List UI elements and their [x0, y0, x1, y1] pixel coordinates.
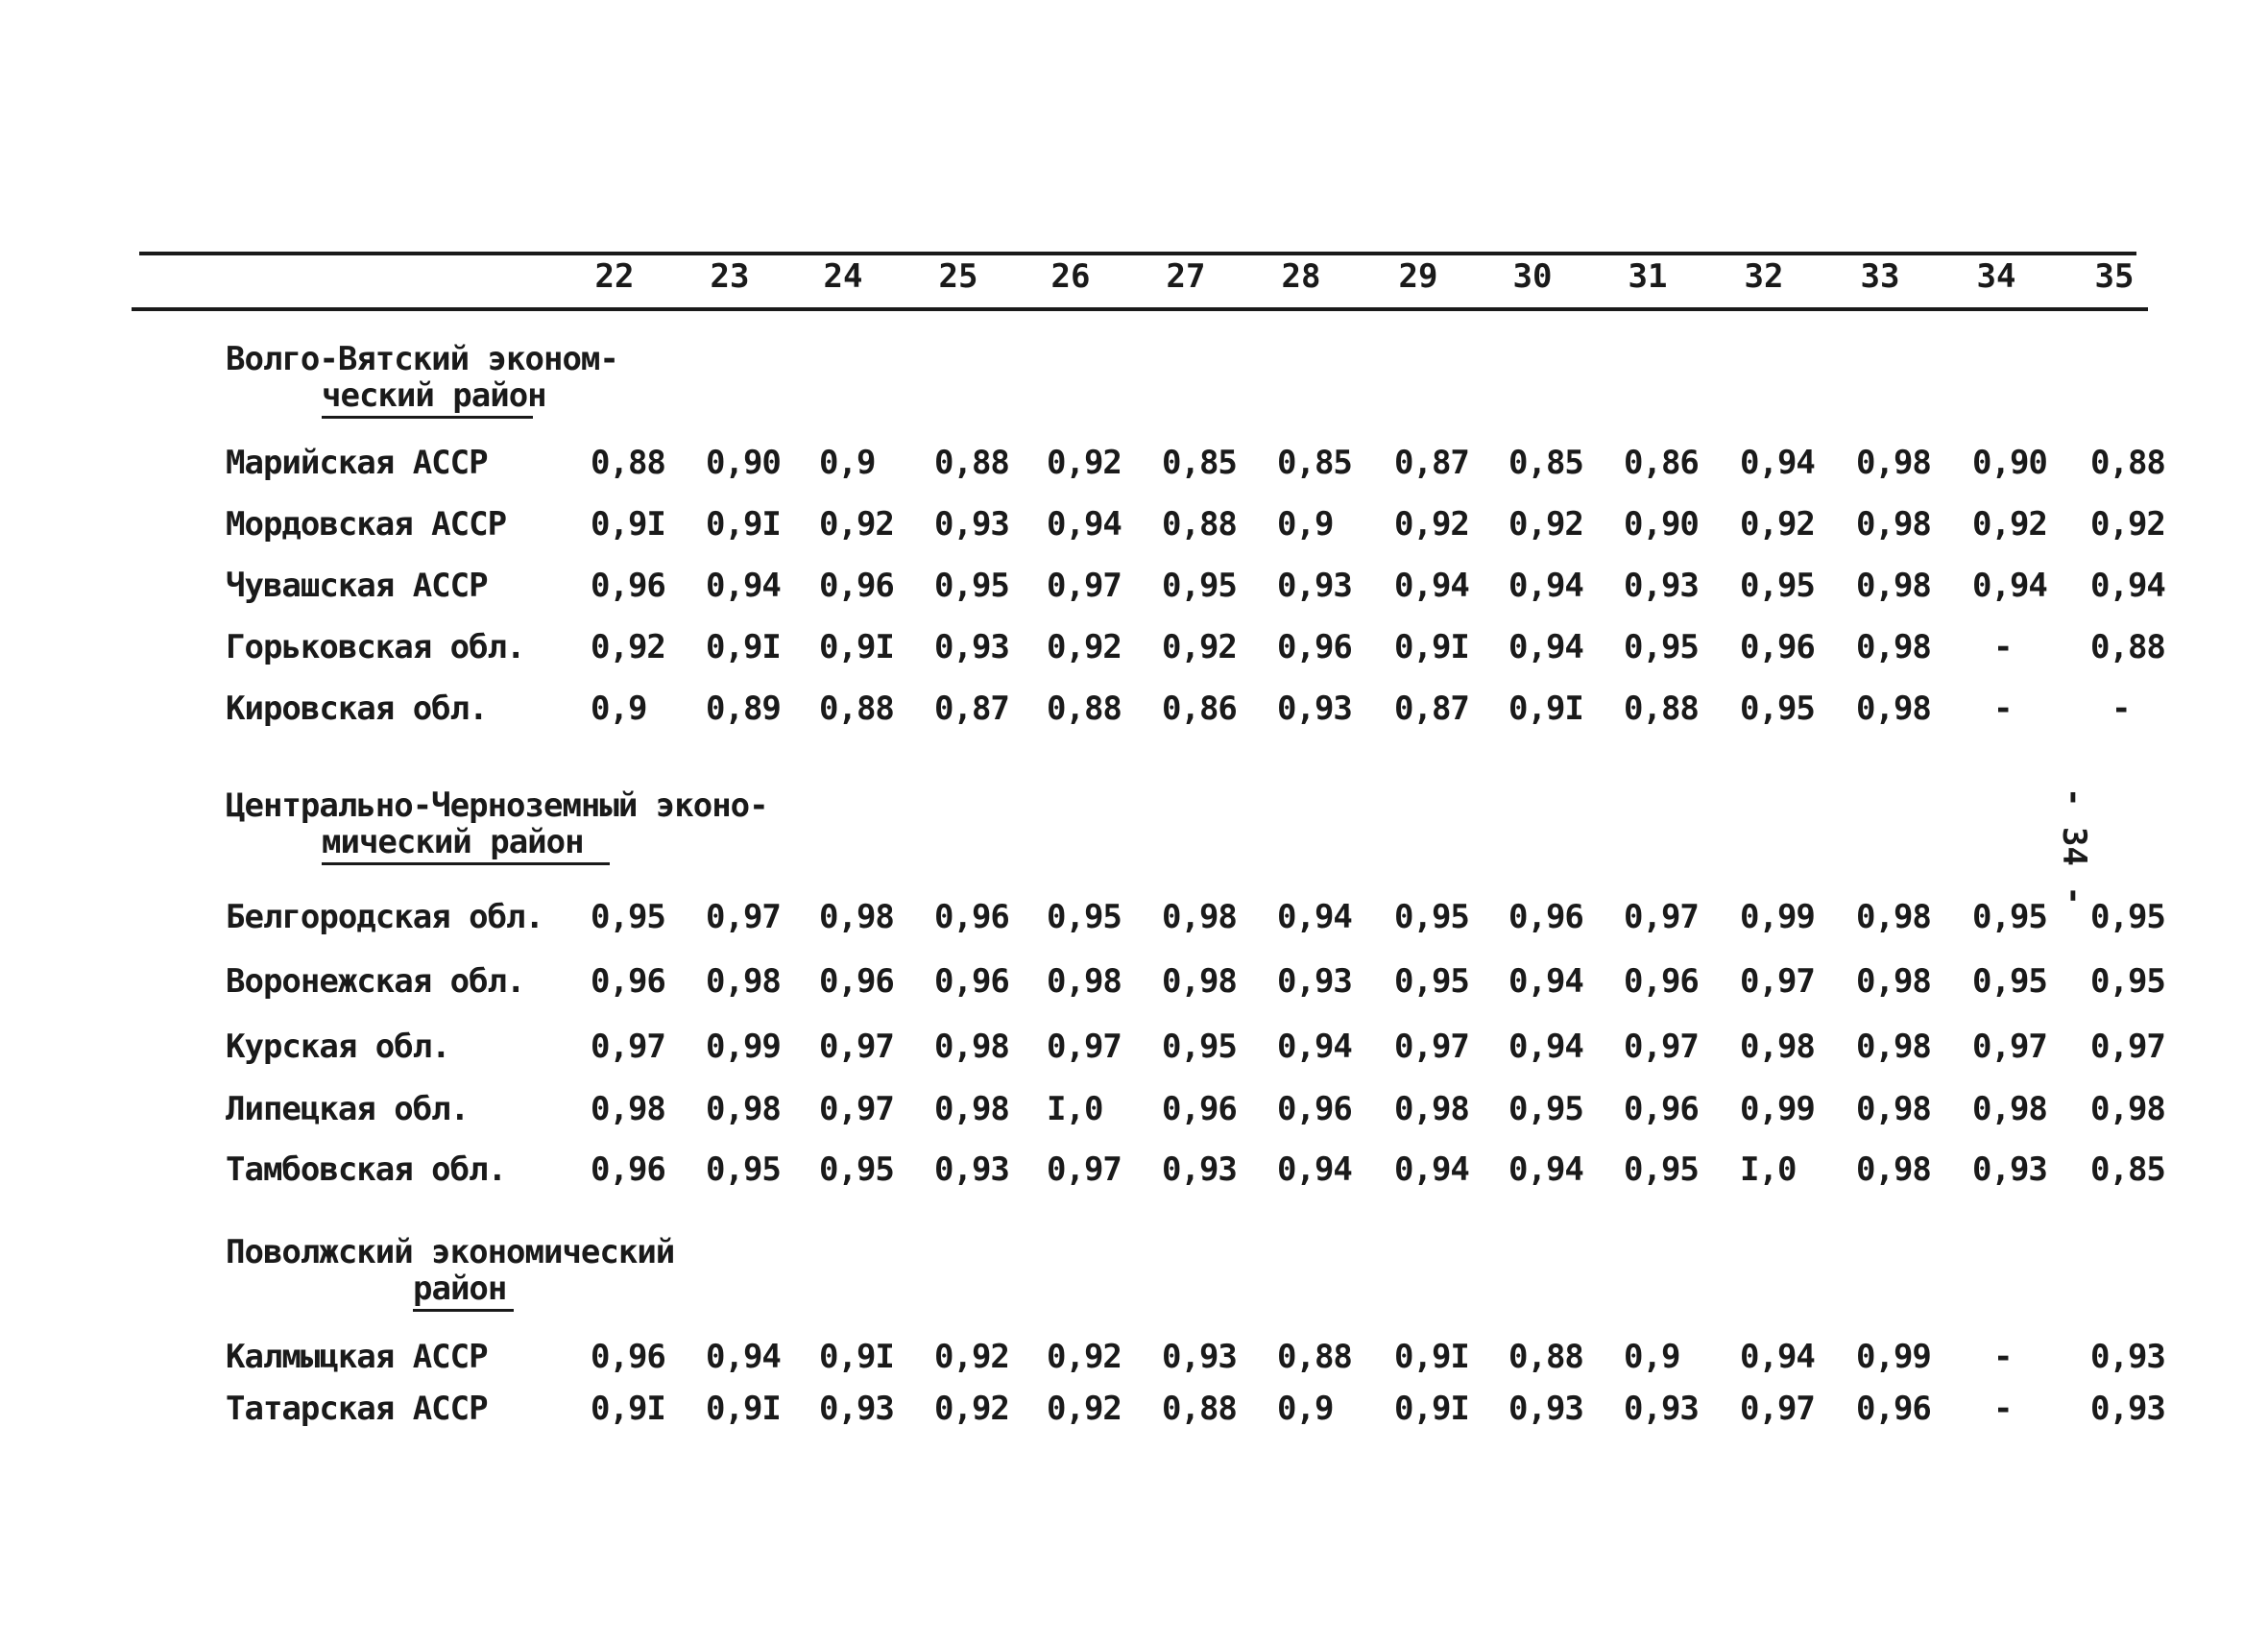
table-cell: 0,92: [934, 1338, 1009, 1376]
table-cell: 0,99: [1856, 1338, 1931, 1376]
table-cell: -: [1993, 1338, 2013, 1376]
table-cell: 0,90: [706, 444, 781, 482]
table-cell: 0,95: [591, 898, 665, 936]
table-cell: 0,96: [1624, 962, 1699, 1001]
table-cell: 0,93: [819, 1390, 894, 1428]
table-cell: 0,93: [1624, 1390, 1699, 1428]
table-cell: 0,97: [819, 1090, 894, 1128]
table-cell: 0,88: [2090, 444, 2165, 482]
section-title: [226, 1234, 674, 1307]
table-cell: 0,9I: [706, 1390, 781, 1428]
column-header: 23: [710, 257, 750, 296]
table-cell: 0,95: [1972, 898, 2047, 936]
table-cell: 0,93: [1162, 1338, 1237, 1376]
table-cell: 0,93: [1972, 1150, 2047, 1189]
table-cell: 0,88: [591, 444, 665, 482]
table-cell: 0,88: [934, 444, 1009, 482]
table-cell: 0,92: [1047, 628, 1122, 666]
table-cell: 0,95: [1508, 1090, 1583, 1128]
table-cell: 0,95: [1162, 1028, 1237, 1066]
table-cell: 0,97: [1624, 1028, 1699, 1066]
table-cell: 0,92: [1047, 1338, 1122, 1376]
table-cell: 0,98: [2090, 1090, 2165, 1128]
table-cell: 0,96: [819, 962, 894, 1001]
table-cell: 0,98: [1162, 898, 1237, 936]
column-header: 27: [1166, 257, 1206, 296]
table-cell: 0,94: [1972, 567, 2047, 605]
table-cell: 0,97: [819, 1028, 894, 1066]
table-cell: 0,98: [1394, 1090, 1469, 1128]
table-cell: 0,97: [2090, 1028, 2165, 1066]
table-cell: 0,96: [1624, 1090, 1699, 1128]
table-cell: 0,98: [934, 1090, 1009, 1128]
column-header: 28: [1281, 257, 1321, 296]
table-cell: 0,88: [1508, 1338, 1583, 1376]
table-cell: 0,92: [1047, 1390, 1122, 1428]
table-cell: 0,92: [1508, 505, 1583, 544]
table-cell: 0,88: [1162, 505, 1237, 544]
table-cell: 0,98: [706, 962, 781, 1001]
table-cell: 0,95: [934, 567, 1009, 605]
table-cell: 0,94: [1508, 1028, 1583, 1066]
header-bottom-rule: [132, 307, 2148, 311]
column-header: 30: [1512, 257, 1553, 296]
table-cell: 0,98: [1162, 962, 1237, 1001]
table-cell: 0,95: [706, 1150, 781, 1189]
table-cell: 0,93: [2090, 1338, 2165, 1376]
table-cell: -: [1993, 628, 2013, 666]
table-cell: 0,94: [1740, 444, 1815, 482]
table-cell: 0,97: [706, 898, 781, 936]
column-header: 26: [1050, 257, 1091, 296]
table-cell: 0,9I: [819, 628, 894, 666]
page-number: - 34 -: [2055, 787, 2093, 906]
table-cell: 0,95: [819, 1150, 894, 1189]
table-cell: 0,93: [1162, 1150, 1237, 1189]
table-cell: 0,90: [1624, 505, 1699, 544]
table-cell: 0,98: [1047, 962, 1122, 1001]
table-cell: 0,94: [1277, 1028, 1352, 1066]
table-cell: 0,98: [1740, 1028, 1815, 1066]
table-cell: 0,9: [1277, 1390, 1334, 1428]
section-title-underline: [413, 1309, 514, 1312]
table-cell: 0,95: [1394, 962, 1469, 1001]
table-cell: 0,9I: [706, 628, 781, 666]
row-label: Липецкая обл.: [226, 1090, 470, 1128]
table-cell: 0,98: [1856, 689, 1931, 728]
table-cell: 0,94: [1740, 1338, 1815, 1376]
table-cell: 0,92: [591, 628, 665, 666]
table-cell: 0,95: [1624, 628, 1699, 666]
table-cell: 0,98: [819, 898, 894, 936]
row-label: Горьковская обл.: [226, 628, 525, 666]
table-cell: 0,94: [2090, 567, 2165, 605]
section-title-line1: Волго-Вятский эконом-: [226, 340, 618, 378]
row-label: Кировская обл.: [226, 689, 488, 728]
table-cell: 0,95: [1740, 689, 1815, 728]
table-cell: 0,97: [1394, 1028, 1469, 1066]
table-cell: 0,94: [1047, 505, 1122, 544]
table-cell: 0,85: [1508, 444, 1583, 482]
table-cell: 0,93: [1277, 962, 1352, 1001]
section-title: [226, 787, 768, 860]
table-cell: 0,96: [1277, 628, 1352, 666]
row-label: Белгородская обл.: [226, 898, 543, 936]
table-cell: 0,98: [1856, 444, 1931, 482]
table-cell: 0,88: [1047, 689, 1122, 728]
table-cell: 0,96: [591, 1338, 665, 1376]
section-title-underline: [322, 416, 533, 419]
table-cell: 0,89: [706, 689, 781, 728]
section-title-line2: район: [413, 1270, 507, 1308]
table-cell: 0,9I: [819, 1338, 894, 1376]
table-cell: 0,96: [934, 898, 1009, 936]
table-cell: 0,92: [1740, 505, 1815, 544]
table-cell: 0,93: [934, 1150, 1009, 1189]
table-cell: 0,94: [1277, 898, 1352, 936]
row-label: Чувашская АССР: [226, 567, 488, 605]
table-cell: 0,97: [1740, 962, 1815, 1001]
table-cell: 0,92: [1394, 505, 1469, 544]
table-cell: 0,97: [1624, 898, 1699, 936]
table-cell: 0,87: [934, 689, 1009, 728]
table-cell: 0,98: [1856, 505, 1931, 544]
section-title-line2: ческий район: [322, 376, 546, 415]
row-label: Курская обл.: [226, 1028, 450, 1066]
row-label: Тамбовская обл.: [226, 1150, 507, 1189]
table-cell: 0,9I: [591, 505, 665, 544]
column-header: 25: [938, 257, 978, 296]
table-cell: -: [1993, 689, 2013, 728]
row-label: Воронежская обл.: [226, 962, 525, 1001]
table-cell: 0,87: [1394, 689, 1469, 728]
table-cell: 0,98: [1856, 567, 1931, 605]
table-cell: 0,85: [2090, 1150, 2165, 1189]
table-cell: 0,96: [591, 567, 665, 605]
table-cell: 0,98: [706, 1090, 781, 1128]
table-cell: 0,9I: [706, 505, 781, 544]
table-cell: 0,97: [1740, 1390, 1815, 1428]
table-cell: 0,94: [706, 1338, 781, 1376]
table-cell: 0,94: [1508, 1150, 1583, 1189]
table-cell: 0,99: [1740, 1090, 1815, 1128]
table-cell: 0,98: [591, 1090, 665, 1128]
table-cell: 0,88: [1277, 1338, 1352, 1376]
table-cell: 0,99: [706, 1028, 781, 1066]
table-cell: 0,94: [1394, 567, 1469, 605]
table-cell: 0,9: [1624, 1338, 1680, 1376]
table-cell: 0,96: [1162, 1090, 1237, 1128]
table-cell: 0,93: [934, 505, 1009, 544]
column-header: 22: [594, 257, 635, 296]
table-cell: 0,94: [1394, 1150, 1469, 1189]
table-cell: 0,96: [591, 1150, 665, 1189]
table-cell: 0,98: [1856, 962, 1931, 1001]
table-cell: 0,93: [1277, 567, 1352, 605]
table-cell: 0,94: [1508, 962, 1583, 1001]
column-header: 31: [1628, 257, 1668, 296]
table-cell: 0,95: [1394, 898, 1469, 936]
table-cell: 0,9I: [1394, 1390, 1469, 1428]
section-title: [226, 341, 618, 414]
table-cell: 0,92: [1047, 444, 1122, 482]
table-cell: 0,95: [1162, 567, 1237, 605]
table-cell: 0,98: [1856, 628, 1931, 666]
table-cell: 0,92: [934, 1390, 1009, 1428]
table-cell: 0,98: [1856, 1028, 1931, 1066]
column-header: 33: [1860, 257, 1900, 296]
table-cell: I,0: [1740, 1150, 1797, 1189]
table-cell: 0,96: [1277, 1090, 1352, 1128]
table-cell: 0,93: [1624, 567, 1699, 605]
table-cell: 0,93: [1508, 1390, 1583, 1428]
table-cell: 0,9I: [1394, 1338, 1469, 1376]
column-header: 35: [2094, 257, 2135, 296]
table-cell: 0,98: [1856, 1090, 1931, 1128]
table-cell: 0,87: [1394, 444, 1469, 482]
column-header: 29: [1398, 257, 1438, 296]
table-cell: 0,94: [706, 567, 781, 605]
table-cell: 0,98: [1972, 1090, 2047, 1128]
table-cell: 0,88: [1162, 1390, 1237, 1428]
row-label: Татарская АССР: [226, 1390, 488, 1428]
table-cell: 0,96: [819, 567, 894, 605]
table-cell: -: [1993, 1390, 2013, 1428]
table-cell: 0,93: [2090, 1390, 2165, 1428]
table-cell: 0,98: [1856, 898, 1931, 936]
table-cell: 0,94: [1508, 628, 1583, 666]
table-cell: 0,9: [1277, 505, 1334, 544]
section-title-line1: Поволжский экономический: [226, 1233, 675, 1271]
table-cell: 0,93: [934, 628, 1009, 666]
table-cell: 0,86: [1162, 689, 1237, 728]
table-cell: 0,92: [1162, 628, 1237, 666]
table-cell: 0,94: [1277, 1150, 1352, 1189]
top-rule: [139, 252, 2136, 255]
table-cell: I,0: [1047, 1090, 1103, 1128]
table-cell: 0,88: [1624, 689, 1699, 728]
table-cell: 0,97: [1047, 1028, 1122, 1066]
table-cell: 0,9: [591, 689, 647, 728]
table-cell: 0,99: [1740, 898, 1815, 936]
table-cell: 0,96: [934, 962, 1009, 1001]
table-cell: 0,95: [1972, 962, 2047, 1001]
table-cell: 0,9I: [1508, 689, 1583, 728]
row-label: Калмыцкая АССР: [226, 1338, 488, 1376]
table-cell: 0,94: [1508, 567, 1583, 605]
table-cell: 0,85: [1277, 444, 1352, 482]
column-header: 32: [1744, 257, 1784, 296]
table-cell: 0,95: [2090, 898, 2165, 936]
table-cell: 0,88: [819, 689, 894, 728]
table-cell: 0,9I: [591, 1390, 665, 1428]
table-cell: 0,90: [1972, 444, 2047, 482]
row-label: Марийская АССР: [226, 444, 488, 482]
table-cell: 0,93: [1277, 689, 1352, 728]
table-cell: 0,9: [819, 444, 876, 482]
table-cell: 0,88: [2090, 628, 2165, 666]
section-title-line2: мический район: [322, 823, 584, 861]
table-cell: 0,97: [1047, 1150, 1122, 1189]
table-cell: 0,92: [819, 505, 894, 544]
table-cell: 0,85: [1162, 444, 1237, 482]
table-cell: 0,96: [1508, 898, 1583, 936]
table-cell: 0,95: [2090, 962, 2165, 1001]
table-cell: 0,98: [1856, 1150, 1931, 1189]
column-header: 24: [823, 257, 863, 296]
table-cell: 0,95: [1047, 898, 1122, 936]
table-cell: 0,9I: [1394, 628, 1469, 666]
table-cell: 0,97: [1047, 567, 1122, 605]
table-cell: 0,96: [591, 962, 665, 1001]
table-cell: 0,92: [2090, 505, 2165, 544]
table-cell: 0,97: [591, 1028, 665, 1066]
table-cell: 0,96: [1856, 1390, 1931, 1428]
section-title-underline: [322, 862, 610, 865]
table-cell: 0,95: [1624, 1150, 1699, 1189]
table-cell: 0,97: [1972, 1028, 2047, 1066]
table-cell: 0,98: [934, 1028, 1009, 1066]
section-title-line1: Центрально-Черноземный эконо-: [226, 786, 768, 825]
table-cell: 0,92: [1972, 505, 2047, 544]
table-cell: -: [2111, 689, 2131, 728]
row-label: Мордовская АССР: [226, 505, 507, 544]
table-cell: 0,86: [1624, 444, 1699, 482]
table-cell: 0,95: [1740, 567, 1815, 605]
column-header: 34: [1976, 257, 2016, 296]
table-cell: 0,96: [1740, 628, 1815, 666]
